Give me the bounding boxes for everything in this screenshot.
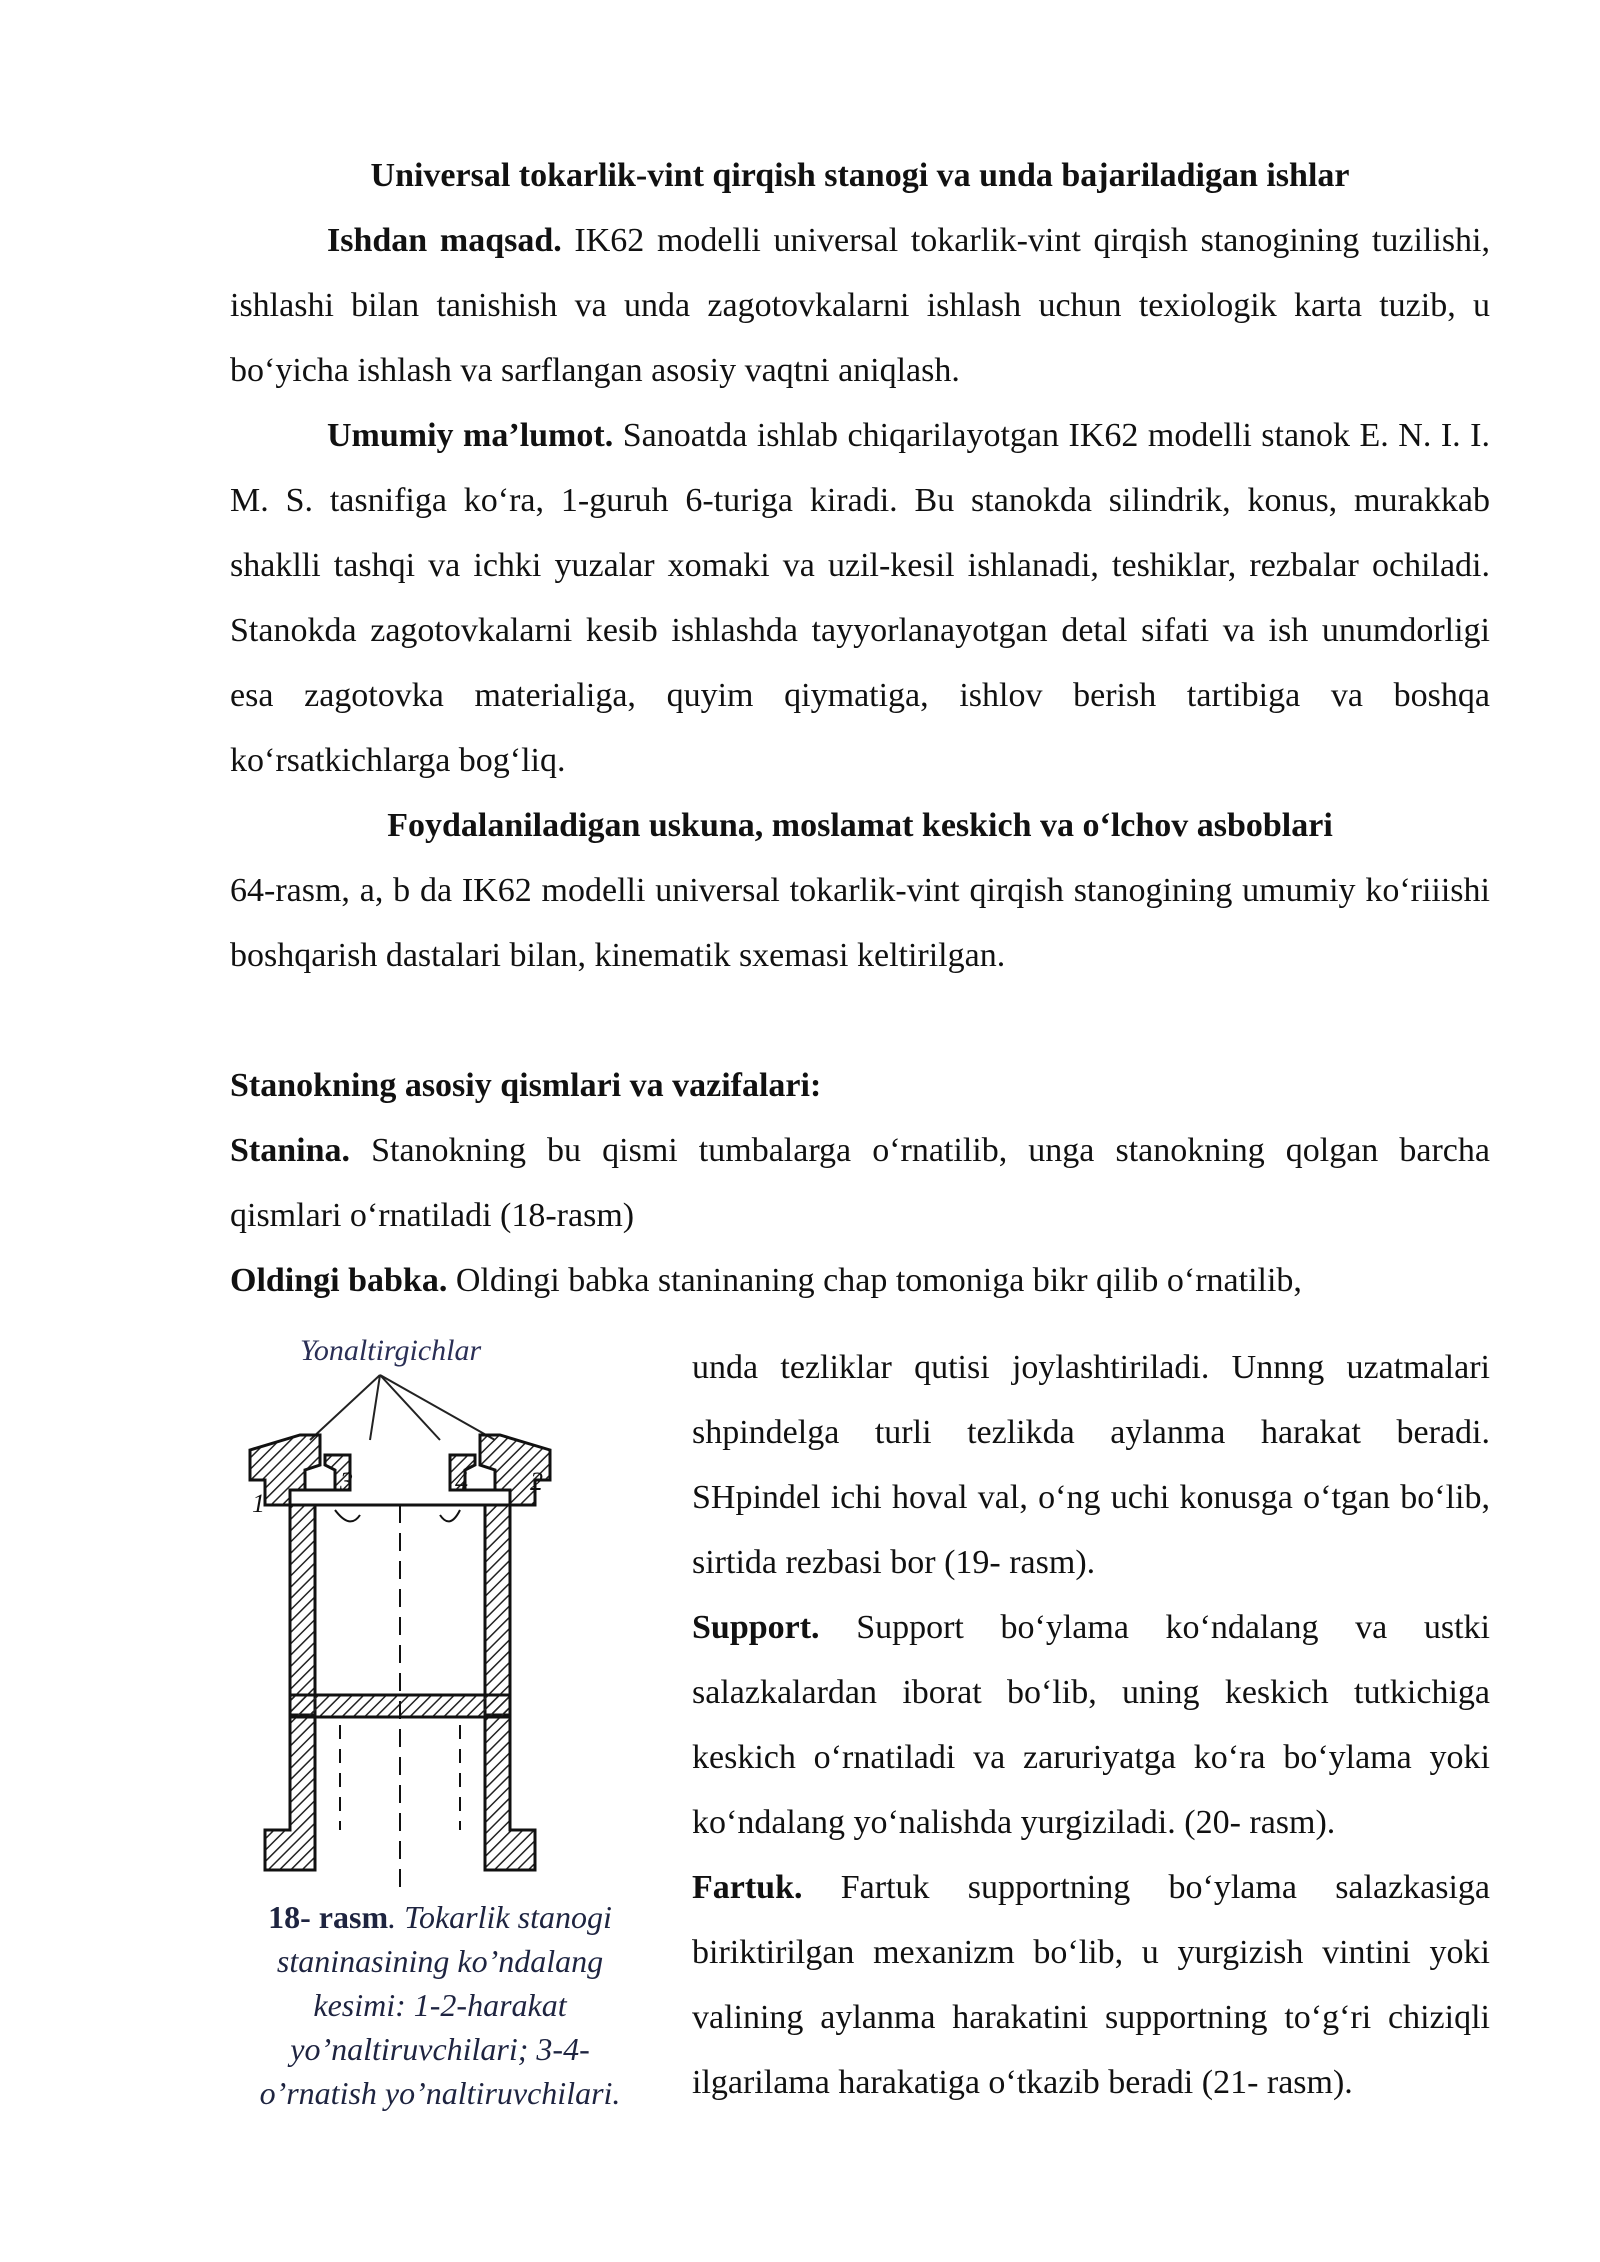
right-column-text <box>692 1335 1490 2115</box>
figure-number: 18- rasm <box>268 1899 389 1935</box>
support-text: Support bo‘ylama ko‘ndalang va ustki salazkalardan iborat bo‘lib, uning keskich tutkichiga keskich o‘rnatiladi va zaruriyatga ko‘ra bo‘ylama yoki ko‘ndalang yo‘nalishda yurgiziladi. (20- rasm). <box>692 1609 1490 1841</box>
stanina-text: Stanokning bu qismi tumbalarga o‘rnatilib, unga stanokning qolgan barcha qismlari o‘rnatiladi (18-rasm) <box>230 1132 1490 1234</box>
lathe-bed-cross-section-drawing <box>230 1330 650 1890</box>
figure-label-3: 3 <box>340 1467 353 1496</box>
babka-paragraph-top <box>230 1248 1490 1313</box>
equipment-paragraph: 64-rasm, a, b da IK62 modelli universal tokarlik-vint qirqish stanogining umumiy ko‘riiishi boshqarish dastalari bilan, kinematik sxemasi keltirilgan. <box>230 872 1490 974</box>
figure-label-4: 4 <box>455 1467 468 1496</box>
stanina-label: Stanina. <box>230 1132 350 1169</box>
document-title: Universal tokarlik-vint qirqish stanogi va unda bajariladigan ishlar <box>370 157 1350 194</box>
aim-paragraph <box>230 208 1490 403</box>
body-text <box>230 208 1490 1313</box>
support-paragraph <box>692 1595 1490 1855</box>
aim-text: IK62 modelli universal tokarlik-vint qirqish stanogining tuzilishi, ishlashi bilan tanishish va unda zagotovkalarni ishlash uchun texiologik karta tuzib, u bo‘yicha ishlash va sarflangan asosiy vaqtni aniqlash. <box>230 222 1491 389</box>
figure-caption-text: . Tokarlik stanogi staninasining ko’ndalang kesimi: 1-2-harakat yo’naltiruvchilari; 3-4- o’rnatish yo’naltiruvchilari. <box>259 1899 621 2111</box>
support-label: Support. <box>692 1609 820 1646</box>
parts-heading: Stanokning asosiy qismlari va vazifalari: <box>230 1067 822 1104</box>
fartuk-text: Fartuk supportning bo‘ylama salazkasiga biriktirilgan mexanizm bo‘lib, u yurgizish vintini yoki valining aylanma harakatini supportning to‘g‘ri chiziqli ilgarilama harakatiga o‘tkazib beradi (21- rasm). <box>692 1869 1490 2101</box>
general-text: Sanoatda ishlab chiqarilayotgan IK62 modelli stanok E. N. I. I. M. S. tasnifiga ko‘ra, 1-guruh 6-turiga kiradi. Bu stanokda silindrik, konus, murakkab shaklli tashqi va ichki yuzalar xomaki va uzil-kesil ishlanadi, teshiklar, rezbalar ochiladi. Stanokda zagotovkalarni kesib ishlashda tayyorlanayotgan detal sifati va ish unumdorligi esa zagotovka materialiga, quyim qiymatiga, ishlov berish tartibiga va boshqa ko‘rsatkichlarga bog‘liq. <box>230 417 1490 779</box>
figure-header: Yonaltirgichlar <box>300 1334 482 1367</box>
figure-label-2: 2 <box>530 1467 543 1496</box>
equipment-heading: Foydalaniladigan uskuna, moslamat keskich va o‘lchov asboblari <box>387 807 1333 844</box>
babka-text-top: Oldingi babka staninaning chap tomoniga bikr qilib o‘rnatilib, <box>447 1262 1302 1299</box>
fartuk-label: Fartuk. <box>692 1869 803 1906</box>
stanina-paragraph <box>230 1118 1490 1248</box>
general-paragraph <box>230 403 1490 793</box>
figure-caption <box>230 1895 650 2115</box>
fartuk-paragraph <box>692 1855 1490 2115</box>
figure-label-1: 1 <box>252 1489 265 1518</box>
babka-paragraph-rest: unda tezliklar qutisi joylashtiriladi. Unnng uzatmalari shpindelga turli tezlikda aylanma harakat beradi. SHpindel ichi hoval val, o‘ng uchi konusga o‘tgan bo‘lib, sirtida rezbasi bor (19- rasm). <box>692 1349 1490 1581</box>
aim-label: Ishdan maqsad. <box>327 222 562 259</box>
general-label: Umumiy ma’lumot. <box>327 417 614 454</box>
babka-label: Oldingi babka. <box>230 1262 448 1299</box>
